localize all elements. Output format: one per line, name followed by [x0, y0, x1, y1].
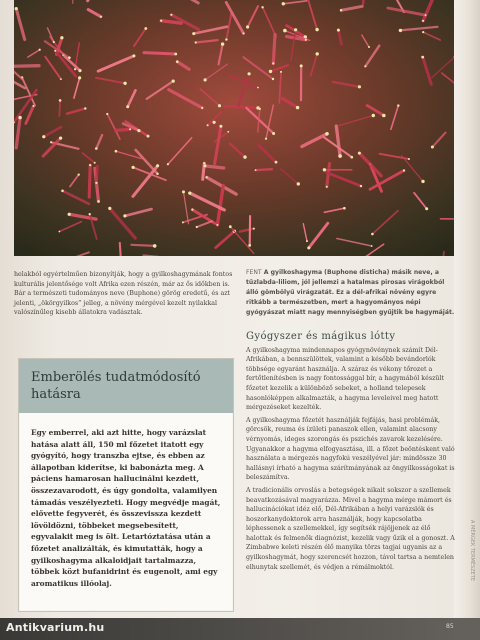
flower-anther: [243, 32, 245, 34]
flower-anther: [174, 53, 177, 56]
flower-anther: [253, 228, 255, 230]
flower-anther: [358, 152, 361, 155]
flower-anther: [153, 244, 157, 248]
photo-caption: [246, 268, 456, 318]
flower-anther: [364, 65, 366, 67]
left-paragraph: helakból egyértelműen bizonyítják, hogy a gyilkoshagymának fontos kulturális jelentősége volt Afrika ezen részén, már az ős időkben is. Bár a természeti tudományos neve (Buphone) görög eredetű, és azt jelenti, „ökörgyilkos” jelleg, a növény mérgével kezelt nyilakkal valószínűleg kisebb állatokra vadásztak.: [14, 271, 233, 317]
flower-anther: [248, 72, 251, 75]
flower-anther: [78, 174, 80, 176]
flower-anther: [176, 60, 179, 63]
flower-anther: [100, 16, 102, 18]
flower-anther: [213, 121, 216, 124]
flower-anther: [283, 29, 287, 33]
flower-anther: [259, 108, 261, 110]
flower-anther: [326, 186, 328, 188]
flower-anther: [221, 42, 224, 45]
sidebar-paragraph: Egy emberrel, aki azt hitte, hogy varázslat hatása alatt áll, 150 ml főzetet itatott egy gyógyító, hogy transzba ejtse, és ebben az állapotban kiderítse, ki babonázta meg. A páciens hamarosan hallucinálni kezdett, összezavarodott, és úgy gondolta, valamilyen támadás veszélyezteti. Hogy megvédje magát, elővette fegyverét, és összevissza kezdett lövöldözni, többeket megsebesített, egyvalakit meg is ölt. Letartóztatása után a főzetet analizálták, és kimutatták, hogy a gyilkoshagyma alkaloidjait tartalmazza, többek közt bufanidrint és eugenolt, ami egy aromatikus illóolaj.: [31, 428, 221, 588]
flower-anther: [39, 49, 41, 51]
flower-anther: [399, 29, 402, 32]
flower-anther: [206, 176, 208, 178]
flower-anther: [425, 207, 428, 210]
flower-anther: [257, 87, 259, 89]
flower-anther: [227, 131, 229, 133]
flower-anther: [216, 224, 218, 226]
flower-anther: [132, 166, 135, 169]
flower-anther: [297, 182, 300, 185]
flower-photo: [14, 0, 454, 256]
flower-anther: [305, 39, 307, 41]
flower-anther: [371, 233, 374, 236]
flower-anther: [421, 180, 424, 183]
flower-anther: [89, 164, 91, 166]
flower-anther: [219, 125, 222, 128]
section-body: [246, 346, 456, 573]
section-paragraph-3: A tradicionális orvoslás a betegségek nikait sokszor a szellemek beavatkozásával magyarázza. Mivel a hagyma mérge mámort és hallucinációkat idéz elő, Dél-Afrikában a helyi varázslók és hoszorkanydoktorok arra használják, hogy kapcsolatba léphessenek a szellemekkel, így segítsék rájöjjenek az élő halottak és felmenők diagnózist, kezelik vagy űzik el a gonoszt. A Zimbabwe keleti részén élő manyika törzs tagjai ugyanis az a gyilkoshagymát, hogy szerencsét hozzon, távol tartsa a nemtelen elhunytak szellemét, és védjen a rémálmoktól.: [246, 486, 455, 571]
flower-anther: [95, 182, 97, 184]
flower-anther: [84, 107, 86, 109]
flower-petal: [144, 53, 176, 54]
sidebar-box: [18, 358, 234, 612]
flower-anther: [191, 209, 193, 211]
section-title: Gyógyszer és mágikus lótty: [246, 331, 396, 342]
flower-anther: [172, 80, 175, 83]
flower-anther: [203, 162, 205, 164]
flower-anther: [53, 41, 55, 43]
flower-anther: [123, 82, 126, 85]
section-paragraph-1: A gyilkoshagyma mindennapos gyógynövénynek számít Dél-Afrikában, a bennszülöttek, valamint a később bevándorlók többsége egyaránt használja. A száraz és vékony tőrozet a fertőtlenítésben is nagy fontossággal bír, a hagymából készült főzetet kezelik a különböző sebeket, a holland telepesek hasonlóképpen alkalmazták, a hagyma leveleivel meg hatott mérgezéseket kezelték.: [246, 346, 444, 412]
flower-anther: [261, 6, 263, 8]
watermark-logo: Antikvarium.hu: [6, 621, 105, 634]
flower-anther: [167, 163, 169, 165]
flower-anther: [129, 128, 131, 130]
flower-anther: [126, 105, 129, 108]
flower-anther: [170, 14, 172, 16]
flower-anther: [315, 28, 318, 31]
flower-anther: [307, 246, 310, 249]
flower-anther: [368, 46, 370, 48]
flower-petal: [273, 35, 275, 64]
flower-anther: [343, 207, 346, 210]
right-column: [246, 268, 456, 575]
flower-anther: [137, 129, 140, 132]
flower-anther: [372, 114, 375, 117]
flower-anther: [204, 78, 207, 81]
flower-anther: [59, 231, 61, 233]
flower-petal: [14, 66, 39, 67]
flower-anther: [272, 62, 274, 64]
flower-anther: [156, 164, 159, 167]
flower-petal: [96, 166, 97, 183]
flower-anther: [340, 9, 342, 11]
flower-anther: [182, 190, 185, 193]
flower-anther: [275, 161, 278, 164]
flower-anther: [60, 36, 63, 39]
flower-anther: [59, 137, 62, 140]
flower-anther: [89, 213, 91, 215]
sidebar-title: Emberölés tudatmódosító hatásra: [31, 370, 201, 402]
flower-anther: [218, 104, 221, 107]
flower-anther: [59, 99, 62, 102]
flower-anther: [123, 214, 126, 217]
left-column-text: [14, 270, 240, 318]
caption-text: A gyilkoshagyma (Buphone disticha) másik neve, a tűzlabda-liliom, jól jellemzi a hatalmas pirosas virágokból álló gömbölyű virágzatát. Ez a dél-afrikai növény egyre ritkább a természetben, mert a hagyományos népi gyógyászat miatt nagy mennyiségben gyűjtik be hagymáját.: [246, 269, 455, 316]
flower-anther: [182, 221, 184, 223]
flower-illustration: [14, 0, 454, 256]
sidebar-header: [19, 359, 233, 413]
flower-anther: [50, 141, 52, 143]
flower-anther: [78, 76, 81, 79]
flower-anther: [397, 104, 399, 106]
flower-anther: [192, 32, 195, 35]
flower-anther: [371, 245, 373, 247]
flower-petal: [59, 100, 60, 116]
flower-anther: [382, 114, 386, 118]
flower-anther: [300, 64, 303, 67]
flower-anther: [306, 240, 308, 242]
flower-anther: [422, 31, 424, 33]
flower-petal: [224, 106, 258, 108]
flower-anther: [54, 50, 56, 52]
flower-anther: [94, 162, 96, 164]
chapter-side-tab: A MÉRGEK TERMÉSZETE: [469, 520, 475, 581]
flower-anther: [160, 20, 162, 22]
flower-anther: [204, 164, 207, 167]
flower-anther: [108, 207, 111, 210]
flower-anther: [196, 226, 198, 228]
flower-anther: [248, 244, 251, 247]
flower-anther: [323, 168, 326, 171]
flower-anther: [265, 138, 267, 140]
flower-anther: [18, 116, 21, 119]
flower-petal: [205, 166, 224, 168]
flower-anther: [195, 41, 197, 43]
flower-anther: [95, 147, 98, 150]
flower-anther: [269, 70, 272, 73]
flower-anther: [408, 158, 410, 160]
section-paragraph-2: A gyilkoshagyma főzetét használják fejfájás, hasi problémák, görcsök, reuma és ízületi panaszok ellen, valamint alacsony vérnyomás, ideges szorongás és pszichés zavarok kezelésére. Ugyanakkor a hagyma elfogyasztása, ill. a főzet beöntéskent való használata a mérgezés nagyfokú veszélyével jár: mindössze 30 hallásnyi írható a hagyma szárítmányának az öngyilkosságokat is beleszámítva.: [246, 416, 455, 482]
flower-anther: [42, 135, 45, 138]
flower-petal: [89, 165, 90, 197]
flower-anther: [33, 105, 35, 107]
flower-anther: [115, 150, 118, 153]
page-number: 85: [446, 623, 454, 630]
flower-anther: [282, 2, 285, 5]
flower-anther: [78, 69, 81, 72]
flower-anther: [106, 113, 108, 115]
flower-anther: [229, 225, 232, 228]
flower-anther: [60, 78, 62, 80]
caption-lead: FENT: [246, 269, 262, 276]
flower-anther: [207, 124, 209, 126]
flower-petal: [116, 129, 130, 130]
flower-anther: [15, 7, 18, 10]
flower-anther: [201, 107, 203, 109]
flower-anther: [403, 169, 405, 171]
flower-anther: [338, 154, 342, 158]
flower-anther: [132, 54, 135, 57]
flower-anther: [246, 25, 249, 28]
flower-petal: [256, 169, 272, 170]
flower-anther: [156, 173, 158, 175]
flower-anther: [61, 190, 64, 193]
flower-anther: [243, 155, 246, 158]
flower-anther: [144, 27, 147, 30]
flower-anther: [337, 29, 340, 32]
flower-anther: [425, 14, 427, 16]
flower-petal: [131, 245, 154, 246]
flower-anther: [188, 192, 191, 195]
flower-anther: [225, 38, 227, 40]
flower-anther: [325, 132, 329, 136]
flower-anther: [358, 85, 361, 88]
flower-anther: [68, 213, 71, 216]
flower-anther: [147, 135, 150, 138]
flower-anther: [97, 200, 100, 203]
flower-anther: [272, 132, 275, 135]
flower-anther: [351, 156, 354, 159]
flower-anther: [294, 28, 297, 31]
flower-anther: [360, 185, 362, 187]
flower-anther: [272, 78, 274, 80]
flower-anther: [255, 169, 257, 171]
sidebar-body: [19, 413, 233, 589]
flower-anther: [421, 56, 424, 59]
flower-anther: [431, 146, 434, 149]
flower-anther: [316, 52, 319, 55]
flower-anther: [422, 20, 424, 22]
flower-anther: [296, 106, 299, 109]
flower-anther: [280, 71, 282, 73]
